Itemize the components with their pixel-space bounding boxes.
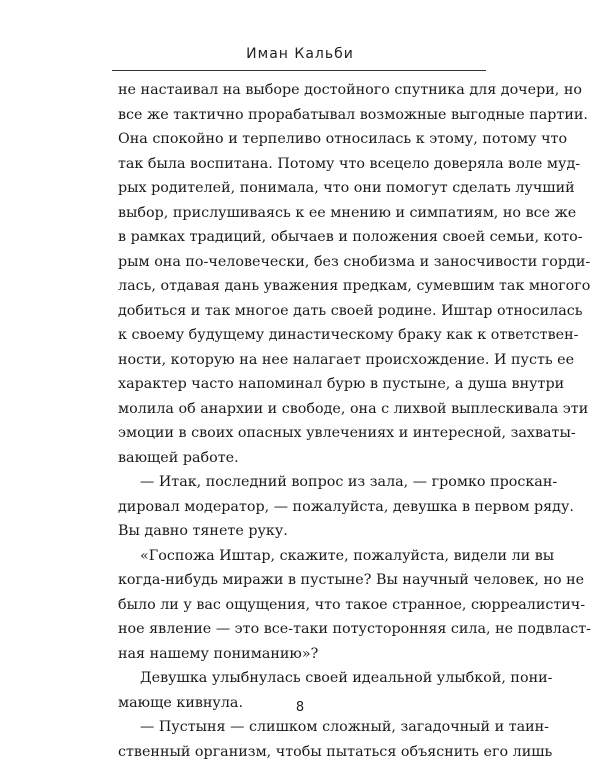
text-line: молила об анархии и свободе, она с лихвой выплескивала эти	[118, 397, 484, 422]
text-line: не настаивал на выборе достойного спутника для дочери, но	[118, 78, 484, 103]
text-line: ственный организм, чтобы пытаться объяснить его лишь	[118, 740, 484, 764]
text-line: выбор, прислушиваясь к ее мнению и симпатиям, но все же	[118, 201, 484, 226]
text-line: Вы давно тянете руку.	[118, 519, 484, 544]
text-line: ности, которую на нее налагает происхождение. И пусть ее	[118, 348, 484, 373]
text-line: вающей работе.	[118, 446, 484, 471]
text-line: было ли у вас ощущения, что такое странное, сюрреалистич-	[118, 593, 484, 618]
text-line: все же тактично прорабатывал возможные выгодные партии.	[118, 103, 484, 128]
text-line: Девушка улыбнулась своей идеальной улыбкой, пони-	[118, 666, 484, 691]
page-number: 8	[0, 700, 600, 715]
header-rule	[112, 70, 486, 71]
text-line: дировал модератор, — пожалуйста, девушка в первом ряду.	[118, 495, 484, 520]
text-line: рым она по-человечески, без снобизма и заносчивости горди-	[118, 250, 484, 275]
text-line: ная нашему пониманию»?	[118, 642, 484, 667]
text-line: так была воспитана. Потому что всецело доверяла воле муд-	[118, 152, 484, 177]
text-line: мающе кивнула.	[118, 691, 484, 716]
running-header: Иман Кальби	[0, 46, 600, 62]
text-line: ное явление — это все-таки потусторонняя сила, не подвласт-	[118, 617, 484, 642]
text-line: рых родителей, понимала, что они помогут сделать лучший	[118, 176, 484, 201]
text-line: в рамках традиций, обычаев и положения своей семьи, кото-	[118, 225, 484, 250]
text-line: добиться и так многое дать своей родине. Иштар относилась	[118, 299, 484, 324]
text-line: к своему будущему династическому браку как к ответствен-	[118, 323, 484, 348]
text-line: «Госпожа Иштар, скажите, пожалуйста, видели ли вы	[118, 544, 484, 569]
text-line: когда-нибудь миражи в пустыне? Вы научный человек, но не	[118, 568, 484, 593]
text-line: эмоции в своих опасных увлечениях и интересной, захваты-	[118, 421, 484, 446]
text-line: Она спокойно и терпеливо относилась к этому, потому что	[118, 127, 484, 152]
text-line: характер часто напоминал бурю в пустыне, а душа внутри	[118, 372, 484, 397]
text-line: — Итак, последний вопрос из зала, — громко проскан-	[118, 470, 484, 495]
text-line: — Пустыня — слишком сложный, загадочный и таин-	[118, 715, 484, 740]
body-text	[118, 78, 484, 764]
text-line: лась, отдавая дань уважения предкам, сумевшим так многого	[118, 274, 484, 299]
